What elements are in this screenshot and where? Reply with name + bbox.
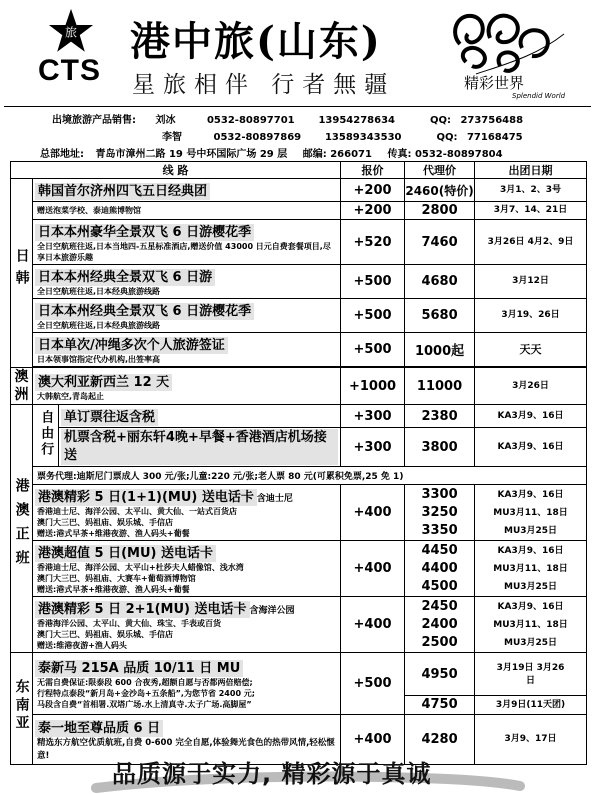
dates-cell: 3月7、14、21日 [475,202,587,220]
price-cell: +400 [341,597,405,653]
fax: 0532-80897804 [414,149,503,160]
contact-mobile: 13589343530 [324,132,402,143]
agent-price: 4450 [421,542,458,558]
route-desc: 日本领事馆指定代办机构,出签率高 [37,355,161,364]
route-desc: 行程特点泰段“新月岛+金沙岛+五条船”,为您节省 2400 元; [37,689,255,699]
agent-price-cell: 7460 [405,220,475,265]
agent-price-cell: 4680 [405,265,475,299]
col-header-dates: 出团日期 [475,162,587,179]
route-name: 港澳精彩 5 日(1+1)(MU) 送电话卡 [35,489,257,506]
qq-number: 77168475 [466,132,523,143]
region-japan-korea: 日韩 [11,179,33,368]
partner-cn-name: 精彩世界 [464,74,525,92]
partner-en-name: Splendid World [512,92,566,100]
route-desc: 澳门大三巴、妈祖庙、娱乐城、手信店 [37,518,173,528]
route-name: 单订票往返含税 [61,409,158,426]
agent-price-cell: 5680 [405,299,475,333]
route-desc: 赠送:港式早茶+维港夜游、渔人码头+葡餐 [37,529,190,539]
table-row [11,202,587,220]
price-cell: +500 [341,653,405,715]
route-cell [33,179,341,202]
dates-cell: 3月9、17日 [475,715,587,765]
route-name: 澳大利亚新西兰 12 天 [35,374,172,391]
contact-row-3 [40,145,503,160]
route-cell [33,597,341,653]
header [0,0,595,110]
route-desc: 赠送泡菜学校、泰迪熊博物馆 [37,206,141,215]
agent-price-cell [405,597,475,653]
table-row [11,265,587,299]
route-desc: 澳门大三巴、妈祖庙、娱乐城、手信店 [37,630,173,640]
table-row [11,179,587,202]
dates-cell [475,597,587,653]
contact-person: 刘冰 [155,115,176,126]
route-cell [59,428,341,467]
contact-phone: 0532-80897869 [213,132,302,143]
date-entry: KA3月9、16日 [497,601,564,612]
dates-cell: 3月26日 4月2、9日 [475,220,587,265]
region-hk-macau: 港澳正班 [11,405,33,653]
table-row [11,428,587,467]
table-row [11,299,587,333]
route-name: 日本本州豪华全景双飞 6 日游樱花季 [35,224,254,241]
cts-logo-text: CTS [38,54,101,87]
route-cell [33,368,341,405]
route-desc: 精选东方航空优质航班,自费 0-600 完全自愿,体验舞光食色的热带风情,轻松惬意! [37,737,335,761]
price-cell: +500 [341,299,405,333]
table-header-row [11,162,587,179]
agent-price-cell [405,653,475,715]
date-entry: MU3月11、18日 [493,563,568,574]
price-cell: +520 [341,220,405,265]
route-desc: 澳门大三巴、妈祖庙、大赛车+葡萄酒博物馆 [37,574,196,584]
dates-cell [475,485,587,541]
route-cell [33,653,341,715]
route-name: 韩国首尔济州四飞五日经典团 [35,183,210,200]
agent-price: 4950 [421,666,458,682]
dates-cell: 3月26日 [475,368,587,405]
footer-slogan: 品质源于实力, 精彩源于真诚 [112,760,432,788]
dates-cell: 3月12日 [475,265,587,299]
table-row [11,405,587,428]
price-cell: +1000 [341,368,405,405]
agent-price: 2450 [421,598,458,614]
route-cell [33,299,341,333]
table-row [11,541,587,597]
table-row [11,467,587,485]
agent-price-cell [405,485,475,541]
qq-label: QQ: [436,132,458,143]
date-entry: KA3月9、16日 [497,489,564,500]
table-row [11,368,587,405]
route-cell [33,485,341,541]
dates-cell: KA3月9、16日 [475,428,587,467]
route-suffix: 含迪士尼 [256,494,293,505]
agent-price-cell: 4280 [405,715,475,765]
agent-price-cell: 2380 [405,405,475,428]
route-desc: 香港迪士尼、海洋公园、太平山、黄大仙、一站式百货店 [37,507,237,517]
dates-cell: KA3月9、16日 [475,405,587,428]
price-cell: +500 [341,265,405,299]
svg-text:旅: 旅 [65,25,77,40]
route-desc: 全日空航班往返,日本经典旅游线路 [37,321,161,330]
dates-cell: 天天 [475,333,587,367]
dates-cell: 3月19、26日 [475,299,587,333]
free-travel-label: 自由行 [33,405,59,467]
agent-price: 3350 [421,522,458,538]
route-desc: 香港海洋公园、太平山、黄大仙、珠宝、手表或百货 [37,619,221,629]
agent-price: 3300 [421,486,458,502]
route-name: 机票含税+丽东轩4晚+早餐+香港酒店机场接送 [61,429,338,465]
dates-cell [475,541,587,597]
brand-slogan: 星旅相伴 行者無疆 [132,72,396,98]
col-header-price: 报价 [341,162,405,179]
contact-phone: 0532-80897701 [206,115,295,126]
route-desc: 全日空航班往返,日本当地四-五星标准酒店,赠送价值 43000 日元自费套餐项目,尽享日本旅游乐趣 [37,242,331,262]
price-cell: +200 [341,179,405,202]
table-row [11,333,587,367]
col-header-agent: 代理价 [405,162,475,179]
qq-label: QQ: [429,115,451,126]
route-desc: 香港迪士尼、海洋公园、太平山+杜莎夫人蜡像馆、浅水湾 [37,563,244,573]
route-desc: 赠送:维港夜游+渔人码头 [37,641,127,651]
date-entry: MU3月11、18日 [493,619,568,630]
agent-price-cell: 11000 [405,368,475,405]
agent-price: 4400 [421,560,458,576]
agent-price: 4750 [405,695,474,713]
agent-price: 2500 [421,634,458,650]
price-cell: +400 [341,541,405,597]
price-cell: +200 [341,202,405,220]
sales-label: 出境旅游产品销售: [52,115,136,126]
route-suffix: 含海洋公园 [249,606,295,617]
agent-price-cell: 2460(特价) [405,179,475,202]
contact-mobile: 13954278634 [318,115,395,126]
table-row [11,220,587,265]
region-australia: 澳洲 [11,368,33,405]
route-name: 港澳精彩 5 日 2+1(MU) 送电话卡 [35,601,250,618]
route-cell [33,333,341,367]
price-cell: +400 [341,485,405,541]
cts-star-icon [48,8,94,54]
agent-price: 4500 [421,578,458,594]
table-row [11,485,587,541]
table-row [11,597,587,653]
route-desc: 全日空航班往返,日本经典旅游线路 [37,287,161,296]
route-name: 泰新马 215A 品质 10/11 日 MU [35,660,243,677]
route-cell [33,202,341,220]
ticket-note: 票务代理:迪斯尼门票成人 300 元/张;儿童:220 元/张;老人票 80 元(可累积免票,25 免 1) [33,467,587,485]
price-cell: +300 [341,405,405,428]
date-entry: MU3月25日 [504,637,558,648]
route-cell [33,220,341,265]
price-cell: +300 [341,428,405,467]
dates-cell: 3月1、2、3号 [475,179,587,202]
route-desc: 马段含自费“首相署.双塔广场.水上清真寺.太子广场.高脚屋” [37,700,252,710]
contact-row-1 [52,111,523,126]
address: 青岛市漳州二路 19 号中环国际广场 29 层 [95,149,288,160]
date-entry: KA3月9、16日 [497,545,564,556]
route-cell [33,541,341,597]
agent-price-cell: 2800 [405,202,475,220]
col-header-route: 线 路 [11,162,341,179]
date-entry: MU3月25日 [504,581,558,592]
zip: 266071 [330,149,372,160]
dates-cell [475,653,587,715]
zip-label: 邮编: [302,149,327,160]
date-entry: MU3月11、18日 [493,507,568,518]
address-label: 总部地址: [40,149,84,160]
region-southeast-asia: 东南亚 [11,653,33,765]
route-name: 泰一地至尊品质 6 日 [35,720,163,737]
route-name: 日本本州经典全景双飞 6 日游樱花季 [35,303,254,320]
route-desc: 大韩航空,青岛起止 [37,391,105,401]
agent-price-cell: 3800 [405,428,475,467]
qq-number: 273756488 [460,115,524,126]
divider [4,106,591,107]
agent-price: 2400 [421,616,458,632]
fax-label: 传真: [387,149,412,160]
agent-price-cell: 1000起 [405,333,475,367]
route-cell [59,405,341,428]
contact-row-2 [162,128,523,143]
route-price-table [10,161,587,765]
agent-price: 3250 [421,504,458,520]
table-row [11,653,587,715]
route-name: 日本单次/冲绳多次个人旅游签证 [35,337,228,354]
route-name: 日本本州经典全景双飞 6 日游 [35,269,215,286]
date-entry: 3月9日(11天团) [475,695,586,713]
price-cell: +400 [341,715,405,765]
date-entry: 3月19日 3月26日 [496,662,565,686]
brand-title: 港中旅(山东) [130,18,382,65]
route-desc: 无需自费保证:限泰段 600 合夜秀,超额自愿与否都两倍赔偿; [37,678,253,688]
agent-price-cell [405,541,475,597]
route-name: 港澳超值 5 日(MU) 送电话卡 [35,545,216,562]
route-cell [33,265,341,299]
contact-person: 李智 [162,132,182,143]
route-desc: 赠送:港式早茶+维港夜游、渔人码头+葡餐 [37,585,190,595]
date-entry: MU3月25日 [504,525,558,536]
price-cell: +500 [341,333,405,367]
